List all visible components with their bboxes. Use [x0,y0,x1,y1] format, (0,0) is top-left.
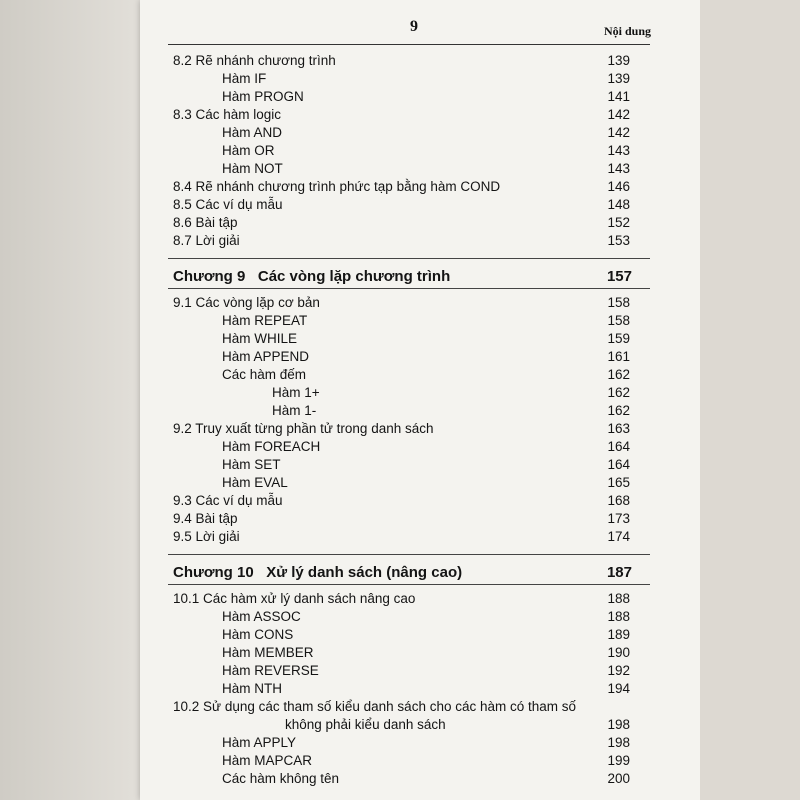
toc-entry-title: không phải kiểu danh sách [285,717,446,732]
toc-entry [0,734,800,752]
toc-entry-title: Hàm SET [222,457,281,472]
toc-entry [0,752,800,770]
toc-entry-title: Hàm REPEAT [222,313,308,328]
toc-entry [0,510,800,528]
toc-entry-title: Chương 10 Xử lý danh sách (nâng cao) [173,564,463,581]
chapter-entry [0,564,800,582]
toc-entry-title: 8.2 Rẽ nhánh chương trình [173,53,336,68]
toc-entry-page: 142 [607,107,630,122]
toc-entry [0,492,800,510]
toc-entry-title: 8.4 Rẽ nhánh chương trình phức tạp bằng hàm COND [173,179,501,194]
toc-entry-page: 173 [607,511,630,526]
toc-entry-title: Hàm APPEND [222,349,310,364]
toc-entry [0,716,800,734]
toc-entry-title: Hàm AND [222,125,283,140]
running-header-title: Nội dung [604,24,652,38]
toc-entry [0,420,800,438]
toc-entry-title: 8.7 Lời giải [173,233,240,248]
toc-entry [0,680,800,698]
toc-entry-page: 194 [607,681,630,696]
toc-entry [0,474,800,492]
toc-entry [0,70,800,88]
toc-entry-title: Các hàm đếm [222,367,307,382]
toc-entry-title: 8.3 Các hàm logic [173,107,282,122]
toc-entry-page: 192 [607,663,630,678]
toc-entry-title: Các hàm không tên [222,771,340,786]
toc-entry [0,590,800,608]
chapter-rule [168,584,650,585]
toc-entry-title: Hàm CONS [222,627,294,642]
toc-entry-page: 164 [607,439,630,454]
toc-entry [0,644,800,662]
toc-entry-title: Hàm 1+ [272,385,320,400]
toc-entry-title: 9.5 Lời giải [173,529,240,544]
toc-entry-page: 148 [607,197,630,212]
toc-entry [0,384,800,402]
chapter-entry [0,268,800,286]
toc-entry-page: 165 [607,475,630,490]
toc-entry-title: Hàm MAPCAR [222,753,313,768]
toc-entry [0,698,800,716]
toc-entry-title: Hàm FOREACH [222,439,321,454]
toc-entry-page: 164 [607,457,630,472]
toc-entry-page: 162 [607,367,630,382]
toc-entry-title: Hàm ASSOC [222,609,301,624]
toc-entry-title: Hàm IF [222,71,267,86]
toc-entry [0,770,800,788]
toc-entry-page: 161 [607,349,630,364]
toc-entry [0,196,800,214]
toc-entry-page: 141 [607,89,630,104]
toc-entry-page: 143 [607,143,630,158]
chapter-rule-top [168,258,650,259]
toc-entry [0,456,800,474]
toc-entry-page: 139 [607,53,630,68]
toc-entry-title: Hàm OR [222,143,275,158]
toc-entry-title: 9.4 Bài tập [173,511,238,526]
toc-entry [0,366,800,384]
toc-entry-title: Hàm NOT [222,161,283,176]
toc-entry-page: 158 [607,313,630,328]
toc-entry-page: 142 [607,125,630,140]
toc-entry-page: 152 [607,215,630,230]
toc-entry-page: 158 [607,295,630,310]
toc-entry-title: 8.5 Các ví dụ mẫu [173,197,283,212]
toc-entry-page: 198 [607,717,630,732]
toc-entry-page: 157 [606,268,632,285]
toc-entry-page: 188 [607,591,630,606]
toc-entry [0,52,800,70]
toc-entry-title: Hàm WHILE [222,331,298,346]
toc-entry-page: 198 [607,735,630,750]
toc-entry-page: 146 [607,179,630,194]
toc-entry-page: 187 [606,564,632,581]
toc-entry-page: 168 [607,493,630,508]
toc-entry-page: 159 [607,331,630,346]
toc-entry-page: 200 [607,771,630,786]
toc-entry-page: 174 [607,529,630,544]
toc-entry-page: 190 [607,645,630,660]
toc-entry [0,528,800,546]
toc-entry [0,438,800,456]
toc-entry [0,178,800,196]
toc-entry-page: 189 [607,627,630,642]
toc-entry [0,124,800,142]
toc-entry-page: 139 [607,71,630,86]
toc-entry [0,312,800,330]
toc-entry-title: 9.3 Các ví dụ mẫu [173,493,283,508]
toc-entry-page: 188 [607,609,630,624]
toc-entry [0,106,800,124]
toc-entry-page: 162 [607,385,630,400]
toc-entry-title: Hàm MEMBER [222,645,314,660]
toc-entry-title: Hàm NTH [222,681,282,696]
toc-entry [0,214,800,232]
toc-entry [0,232,800,250]
chapter-rule-top [168,554,650,555]
toc-entry [0,348,800,366]
toc-entry-title: Hàm 1- [272,403,317,418]
page-number: 9 [410,18,418,35]
chapter-rule [168,288,650,289]
toc-entry-title: 10.2 Sử dụng các tham số kiểu danh sách cho các hàm có tham số [173,699,577,714]
toc-entry-title: 8.6 Bài tập [173,215,238,230]
toc-entry [0,402,800,420]
toc-entry [0,142,800,160]
toc-entry [0,88,800,106]
toc-entry-title: 9.1 Các vòng lặp cơ bản [173,295,320,310]
toc-entry-page: 163 [607,421,630,436]
toc-entry [0,662,800,680]
toc-entry-page: 153 [607,233,630,248]
toc-entry-page: 199 [607,753,630,768]
toc-entry [0,294,800,312]
toc-entry-title: Hàm PROGN [222,89,304,104]
toc-entry-title: Hàm APPLY [222,735,297,750]
toc-entry [0,608,800,626]
toc-entry-title: Hàm REVERSE [222,663,319,678]
toc-entry [0,160,800,178]
toc-entry-title: 10.1 Các hàm xử lý danh sách nâng cao [173,591,416,606]
toc-entry [0,330,800,348]
toc-entry-page: 143 [607,161,630,176]
toc-entry-page: 162 [607,403,630,418]
toc-entry [0,626,800,644]
toc-entry-title: Hàm EVAL [222,475,288,490]
header-rule [168,44,650,45]
toc-entry-title: 9.2 Truy xuất từng phần tử trong danh sách [173,421,434,436]
toc-entry-title: Chương 9 Các vòng lặp chương trình [173,268,451,285]
